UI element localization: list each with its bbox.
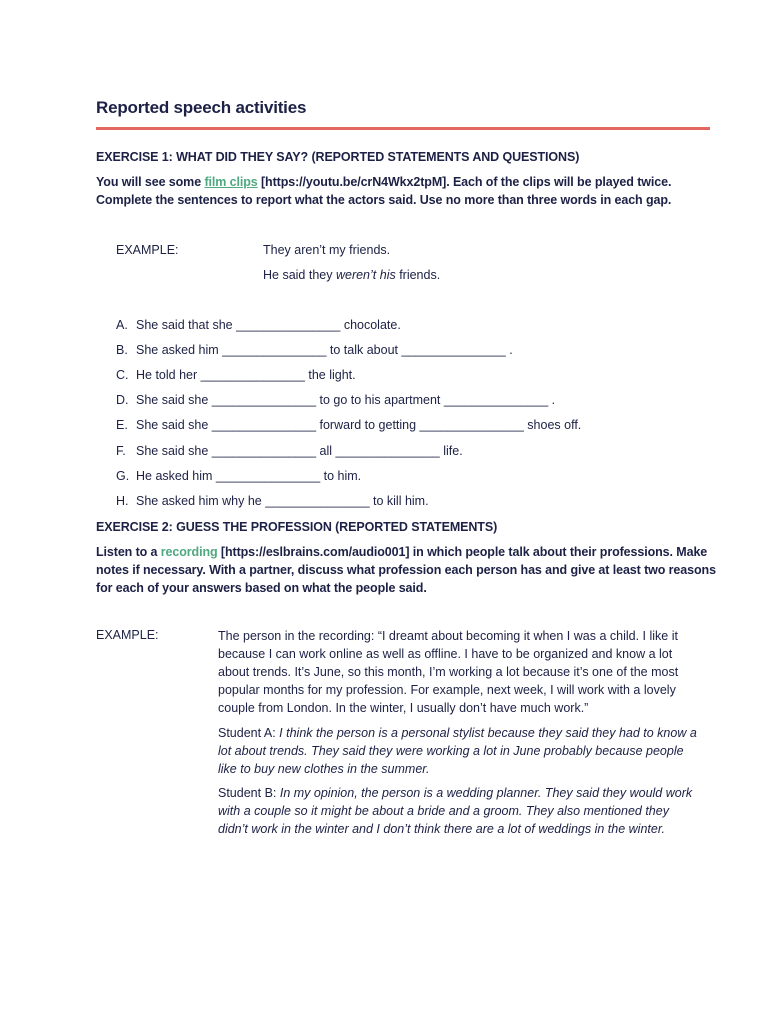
item-letter: H. [116, 494, 129, 508]
item-sentence: He asked him _______________ to him. [136, 469, 362, 483]
exercise1-heading: EXERCISE 1: WHAT DID THEY SAY? (REPORTED STATEMENTS AND QUESTIONS) [96, 150, 580, 164]
exercise2-example-label: EXAMPLE: [96, 628, 159, 642]
title-underline [96, 127, 710, 130]
recording-link[interactable]: recording [160, 545, 218, 559]
item-letter: B. [116, 343, 128, 357]
exercise1-example-line2 [263, 268, 440, 282]
exercise1-example-label: EXAMPLE: [116, 243, 179, 257]
item-sentence: She asked him _______________ to talk about _______________ . [136, 343, 513, 357]
student-b-answer [218, 784, 698, 838]
example-line2-post: friends. [395, 268, 441, 282]
exercise1-instr-pre: You will see some [96, 175, 205, 189]
student-a-text: I think the person is a personal stylist because they said they had to know a lot about trends. They said they were working a lot in June probably because people like to buy new clothes in the summer. [218, 726, 697, 776]
exercise2-instructions [96, 543, 716, 597]
item-sentence: She said she _______________ forward to getting _______________ shoes off. [136, 418, 582, 432]
student-b-label: Student B: [218, 786, 280, 800]
exercise2-instr-post: [https://eslbrains.com/audio001] in which people talk about their professions. Make notes if necessary. With a partner, discuss what profession each person has and give at least two reasons for each of your answers based on what the people said. [96, 545, 716, 595]
item-sentence: She said that she _______________ chocolate. [136, 318, 401, 332]
exercise1-instructions [96, 173, 716, 209]
student-a-answer [218, 724, 698, 778]
item-letter: F. [116, 444, 126, 458]
item-letter: E. [116, 418, 128, 432]
student-b-text: In my opinion, the person is a wedding planner. They said they would work with a couple so it might be about a bride and a groom. They also mentioned they didn’t work in the winter and I don’t think there are a lot of weddings in the winter. [218, 786, 693, 836]
recording-transcript: The person in the recording: “I dreamt about becoming it when I was a child. I like it because I can work online as well as offline. I have to be organized and know a lot about trends. It’s June, so this month, I’m working a lot because it’s one of the most popular months for my profession. For example, next week, I will work with a lovely couple from London. In the winter, I usually don’t have much work.” [218, 629, 679, 715]
page-title: Reported speech activities [96, 98, 307, 117]
film-clips-link[interactable]: film clips [204, 175, 258, 189]
exercise1-example-line1: They aren’t my friends. [263, 243, 391, 257]
item-sentence: She said she _______________ to go to his apartment _______________ . [136, 393, 556, 407]
item-letter: D. [116, 393, 129, 407]
item-letter: A. [116, 318, 128, 332]
exercise2-heading: EXERCISE 2: GUESS THE PROFESSION (REPORTED STATEMENTS) [96, 520, 498, 534]
item-sentence: She asked him why he _______________ to kill him. [136, 494, 429, 508]
example-line2-pre: He said they [263, 268, 336, 282]
exercise1-instr-post: [https://youtu.be/crN4Wkx2tpM]. Each of the clips will be played twice. Complete the sentences to report what the actors said. Use no more than three words in each gap. [96, 175, 672, 207]
item-letter: G. [116, 469, 130, 483]
exercise2-instr-pre: Listen to a [96, 545, 161, 559]
student-a-label: Student A: [218, 726, 280, 740]
item-letter: C. [116, 368, 129, 382]
item-sentence: She said she _______________ all _______________ life. [136, 444, 463, 458]
item-sentence: He told her _______________ the light. [136, 368, 356, 382]
example-line2-answer: weren’t his [335, 268, 396, 282]
